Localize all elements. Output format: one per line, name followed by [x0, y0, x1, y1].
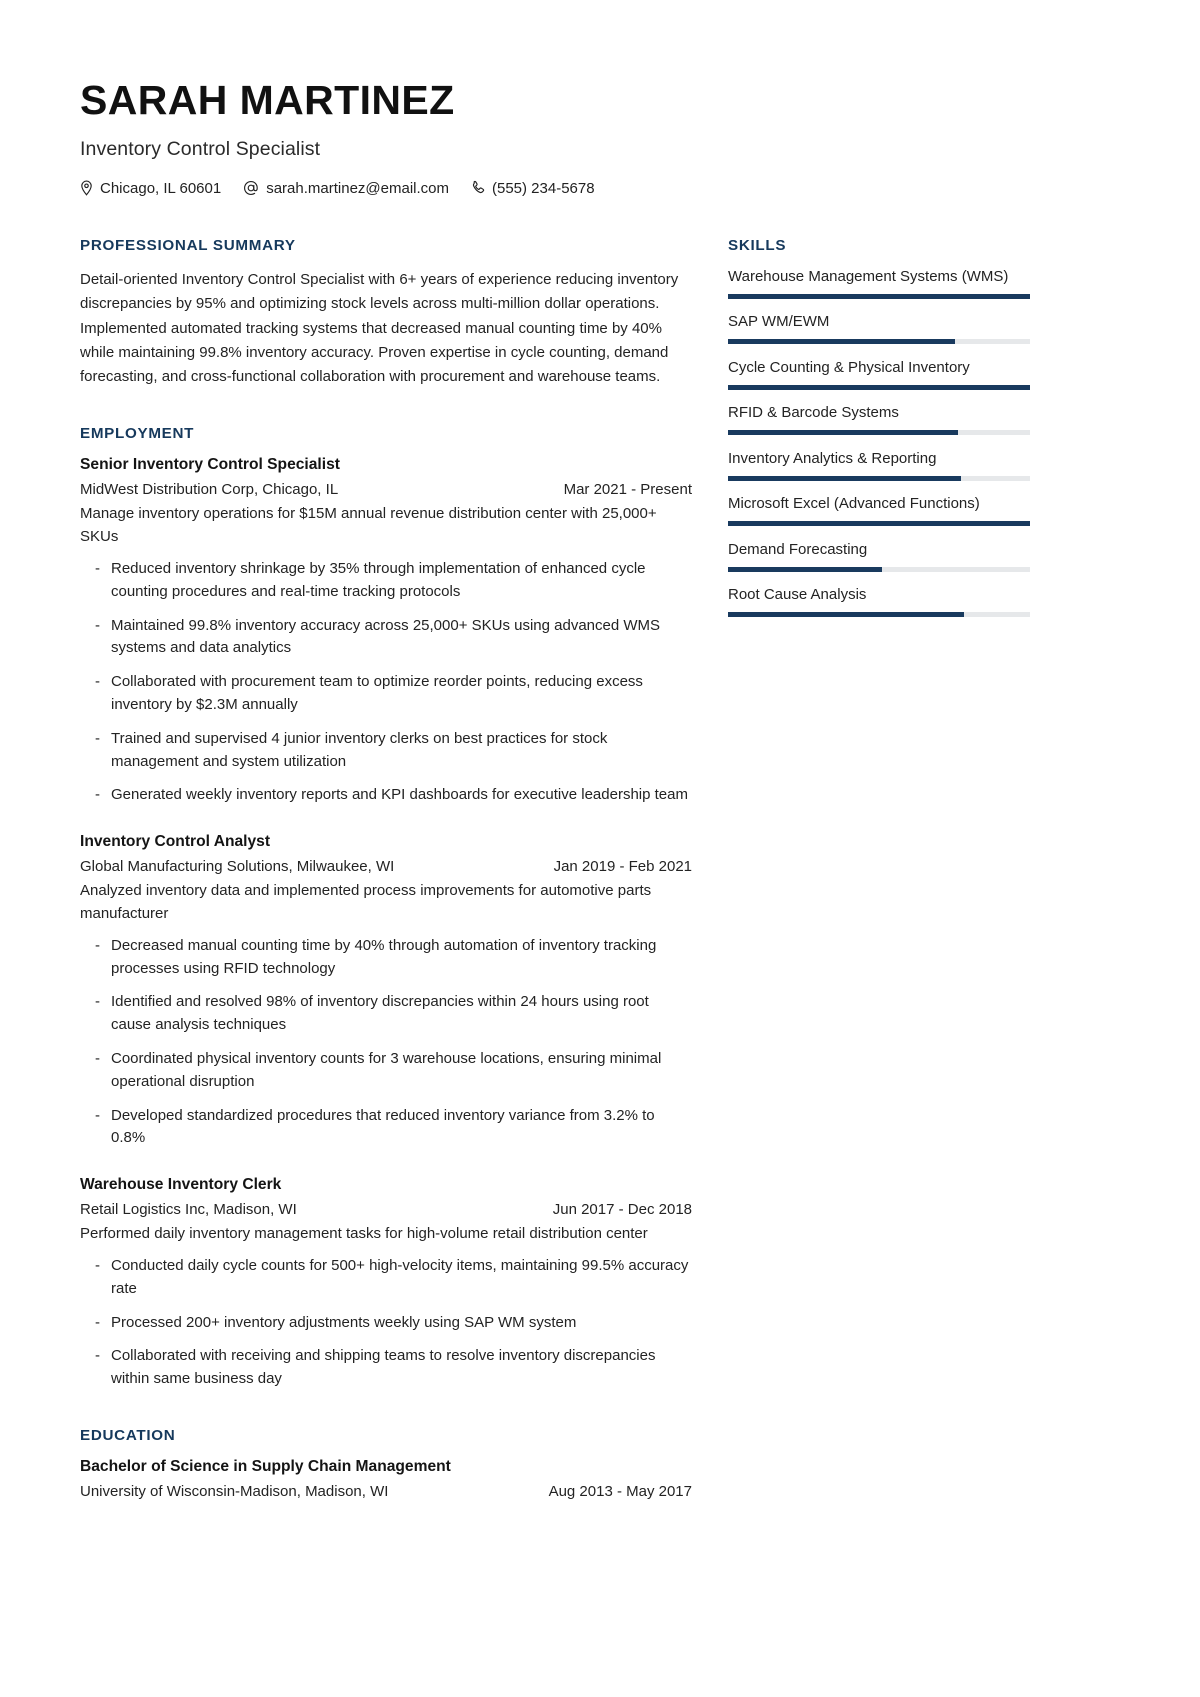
skill-progress-track [728, 294, 1030, 299]
contact-phone[interactable] [471, 180, 595, 197]
job-bullet: - Collaborated with receiving and shipping teams to resolve inventory discrepancies within same business day [80, 1345, 692, 1391]
education-entry [80, 1458, 692, 1500]
job-bullet: - Conducted daily cycle counts for 500+ high-velocity items, maintaining 99.5% accuracy rate [80, 1255, 692, 1301]
job-entry [80, 1176, 692, 1391]
job-company: MidWest Distribution Corp, Chicago, IL [80, 481, 339, 499]
skill-progress-track [728, 567, 1030, 572]
section-skills [728, 237, 1030, 618]
summary-text: Detail-oriented Inventory Control Specialist with 6+ years of experience reducing inventory discrepancies by 95% and optimizing stock levels across multi-million dollar operations. Implemented automated tracking systems that decreased manual counting time by 40% while maintaining 99.8% inventory accuracy. Proven expertise in cycle counting, demand forecasting, and cross-functional collaboration with procurement and warehouse teams. [80, 270, 679, 386]
job-bullet: - Developed standardized procedures that reduced inventory variance from 3.2% to 0.8% [80, 1105, 692, 1151]
skill-progress-fill [728, 430, 958, 435]
skill-progress-fill [728, 294, 1030, 299]
skill-label: Microsoft Excel (Advanced Functions) [728, 495, 980, 513]
skills-sidebar [728, 237, 1030, 632]
job-meta [80, 858, 692, 875]
contact-email[interactable] [243, 180, 449, 197]
skill-progress-track [728, 385, 1030, 390]
skill-progress-track [728, 339, 1030, 344]
skill-progress-fill [728, 567, 882, 572]
skill-item [728, 313, 1030, 344]
skill-item [728, 268, 1030, 299]
candidate-job-title: Inventory Control Specialist [80, 137, 321, 160]
job-bullet: - Reduced inventory shrinkage by 35% through implementation of enhanced cycle counting procedures and real-time tracking protocols [80, 558, 692, 604]
job-bullet: - Decreased manual counting time by 40% through automation of inventory tracking processes using RFID technology [80, 935, 692, 981]
job-company: Global Manufacturing Solutions, Milwaukee, WI [80, 858, 395, 876]
resume-body [80, 237, 1120, 1500]
skill-item [728, 495, 1030, 526]
job-title: Warehouse Inventory Clerk [80, 1176, 282, 1194]
skill-progress-track [728, 521, 1030, 526]
skill-progress-track [728, 476, 1030, 481]
job-entry [80, 456, 692, 807]
job-dates: Mar 2021 - Present [563, 481, 692, 499]
job-title: Senior Inventory Control Specialist [80, 456, 340, 474]
job-meta [80, 1201, 692, 1218]
job-meta [80, 481, 692, 498]
job-bullet-list [80, 558, 692, 807]
skill-item [728, 541, 1030, 572]
job-bullet: - Maintained 99.8% inventory accuracy across 25,000+ SKUs using advanced WMS systems and data analytics [80, 615, 692, 661]
skill-progress-fill [728, 476, 961, 481]
contact-email-text: sarah.martinez@email.com [266, 179, 449, 197]
skill-progress-track [728, 430, 1030, 435]
skill-progress-track [728, 612, 1030, 617]
job-bullet: - Generated weekly inventory reports and KPI dashboards for executive leadership team [80, 784, 692, 807]
job-title: Inventory Control Analyst [80, 833, 271, 851]
job-bullet: - Processed 200+ inventory adjustments weekly using SAP WM system [80, 1312, 692, 1335]
employment-heading: EMPLOYMENT [80, 425, 195, 443]
contact-location [80, 180, 221, 197]
job-description: Manage inventory operations for $15M annual revenue distribution center with 25,000+ SKUs [80, 505, 657, 546]
skill-progress-fill [728, 385, 1030, 390]
section-education [80, 1427, 692, 1500]
education-heading: EDUCATION [80, 1426, 176, 1444]
job-entry [80, 833, 692, 1150]
skill-item [728, 586, 1030, 617]
phone-icon [471, 180, 485, 196]
skill-label: Warehouse Management Systems (WMS) [728, 267, 1009, 285]
main-column [80, 237, 692, 1500]
education-degree: Bachelor of Science in Supply Chain Management [80, 1457, 451, 1475]
skill-label: Demand Forecasting [728, 540, 868, 558]
skill-item [728, 404, 1030, 435]
job-bullet: - Identified and resolved 98% of inventory discrepancies within 24 hours using root cause analysis techniques [80, 991, 692, 1037]
job-bullet: - Collaborated with procurement team to optimize reorder points, reducing excess inventory by $2.3M annually [80, 671, 692, 717]
job-company: Retail Logistics Inc, Madison, WI [80, 1201, 297, 1219]
summary-heading: PROFESSIONAL SUMMARY [80, 236, 296, 254]
skill-label: Cycle Counting & Physical Inventory [728, 358, 970, 376]
job-bullet: - Trained and supervised 4 junior inventory clerks on best practices for stock management and system utilization [80, 728, 692, 774]
skill-progress-fill [728, 521, 1030, 526]
job-description: Performed daily inventory management tasks for high-volume retail distribution center [80, 1225, 648, 1243]
resume-header [80, 78, 1120, 197]
job-dates: Jan 2019 - Feb 2021 [553, 858, 692, 876]
skills-heading: SKILLS [728, 236, 787, 254]
job-dates: Jun 2017 - Dec 2018 [552, 1201, 692, 1219]
job-bullet-list [80, 935, 692, 1150]
skill-label: SAP WM/EWM [728, 313, 830, 331]
skill-item [728, 450, 1030, 481]
contact-location-text: Chicago, IL 60601 [100, 179, 222, 197]
education-school: University of Wisconsin-Madison, Madison, WI [80, 1482, 389, 1500]
location-pin-icon [80, 180, 93, 196]
section-professional-summary [80, 237, 692, 389]
education-dates: Aug 2013 - May 2017 [548, 1482, 692, 1500]
skill-label: RFID & Barcode Systems [728, 404, 899, 422]
skill-progress-fill [728, 612, 964, 617]
education-meta [80, 1483, 692, 1500]
skill-label: Inventory Analytics & Reporting [728, 449, 937, 467]
skill-label: Root Cause Analysis [728, 586, 867, 604]
skill-progress-fill [728, 339, 955, 344]
job-description: Analyzed inventory data and implemented process improvements for automotive parts manufacturer [80, 882, 652, 922]
skill-item [728, 359, 1030, 390]
candidate-name: SARAH MARTINEZ [80, 77, 455, 123]
contact-info-list [80, 180, 1120, 197]
job-bullet-list [80, 1255, 692, 1391]
section-employment [80, 425, 692, 1391]
contact-phone-text: (555) 234-5678 [492, 179, 595, 197]
job-bullet: - Coordinated physical inventory counts for 3 warehouse locations, ensuring minimal operational disruption [80, 1048, 692, 1094]
at-sign-icon [243, 180, 259, 196]
